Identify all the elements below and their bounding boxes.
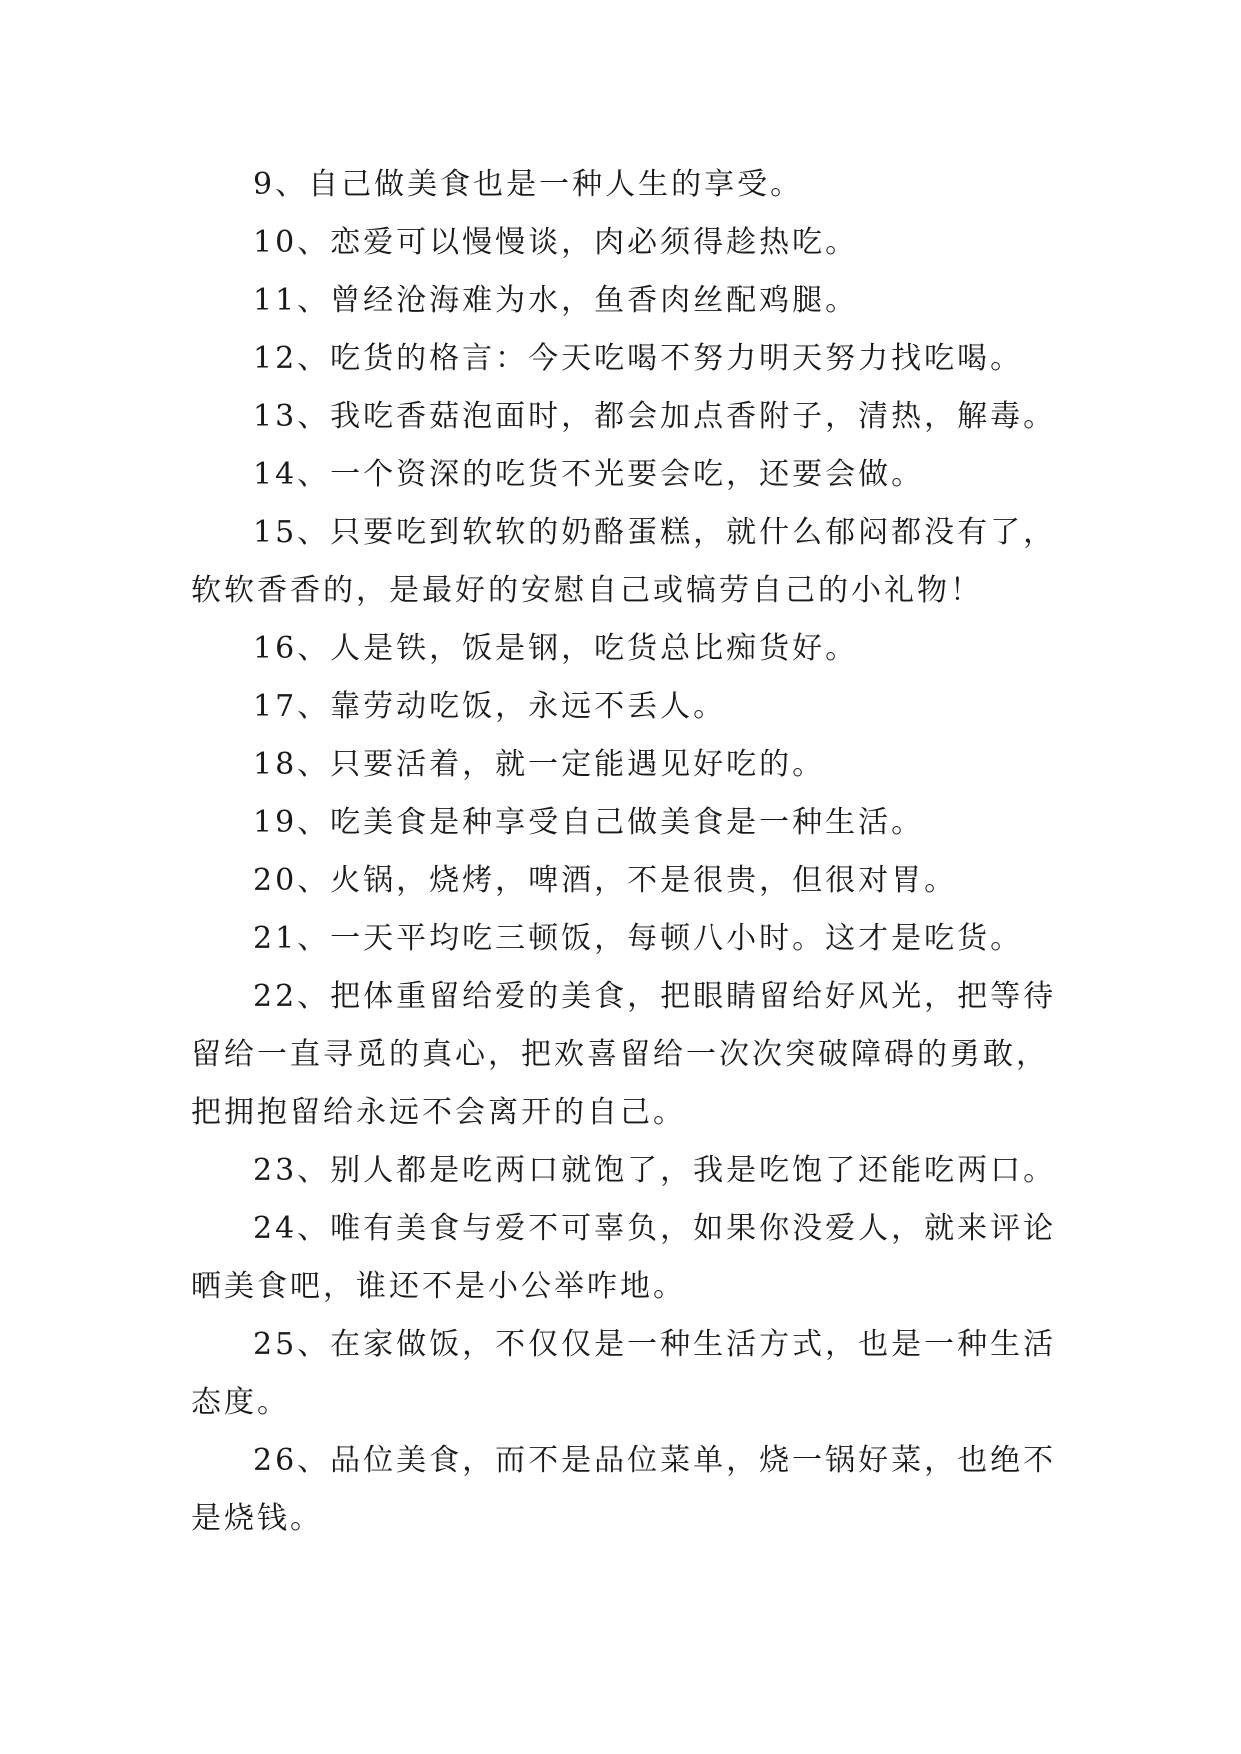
paragraph-17: 17、靠劳动吃饭，永远不丢人。 [253,689,727,724]
paragraph-15: 15、只要吃到软软的奶酪蛋糕，就什么郁闷都没有了，软软香香的，是最好的安慰自己或犒劳自己的小礼物！ [191,515,1057,608]
paragraph-19: 19、吃美食是种享受自己做美食是一种生活。 [253,805,925,840]
paragraph-9: 9、自己做美食也是一种人生的享受。 [253,167,804,202]
paragraph-16: 16、人是铁，饭是钢，吃货总比痴货好。 [253,631,859,666]
paragraph-13: 13、我吃香菇泡面时，都会加点香附子，清热，解毒。 [253,399,1057,434]
paragraph-24: 24、唯有美食与爱不可辜负，如果你没爱人，就来评论晒美食吧，谁还不是小公举咋地。 [191,1211,1057,1304]
paragraph-11: 11、曾经沧海难为水，鱼香肉丝配鸡腿。 [253,283,859,318]
paragraph-25: 25、在家做饭，不仅仅是一种生活方式，也是一种生活态度。 [191,1327,1057,1420]
paragraph-23: 23、别人都是吃两口就饱了，我是吃饱了还能吃两口。 [253,1153,1057,1188]
paragraph-14: 14、一个资深的吃货不光要会吃，还要会做。 [253,457,925,492]
paragraph-22: 22、把体重留给爱的美食，把眼睛留给好风光，把等待留给一直寻觅的真心，把欢喜留给一次次突破障碍的勇敢，把拥抱留给永远不会离开的自己。 [191,979,1057,1130]
paragraph-18: 18、只要活着，就一定能遇见好吃的。 [253,747,826,782]
paragraph-12: 12、吃货的格言：今天吃喝不努力明天努力找吃喝。 [253,341,1024,376]
paragraph-10: 10、恋爱可以慢慢谈，肉必须得趁热吃。 [253,225,859,260]
paragraph-20: 20、火锅，烧烤，啤酒，不是很贵，但很对胃。 [253,863,958,898]
document-body [191,156,1071,1548]
paragraph-26: 26、品位美食，而不是品位菜单，烧一锅好菜，也绝不是烧钱。 [191,1443,1057,1536]
paragraph-21: 21、一天平均吃三顿饭，每顿八小时。这才是吃货。 [253,921,1024,956]
